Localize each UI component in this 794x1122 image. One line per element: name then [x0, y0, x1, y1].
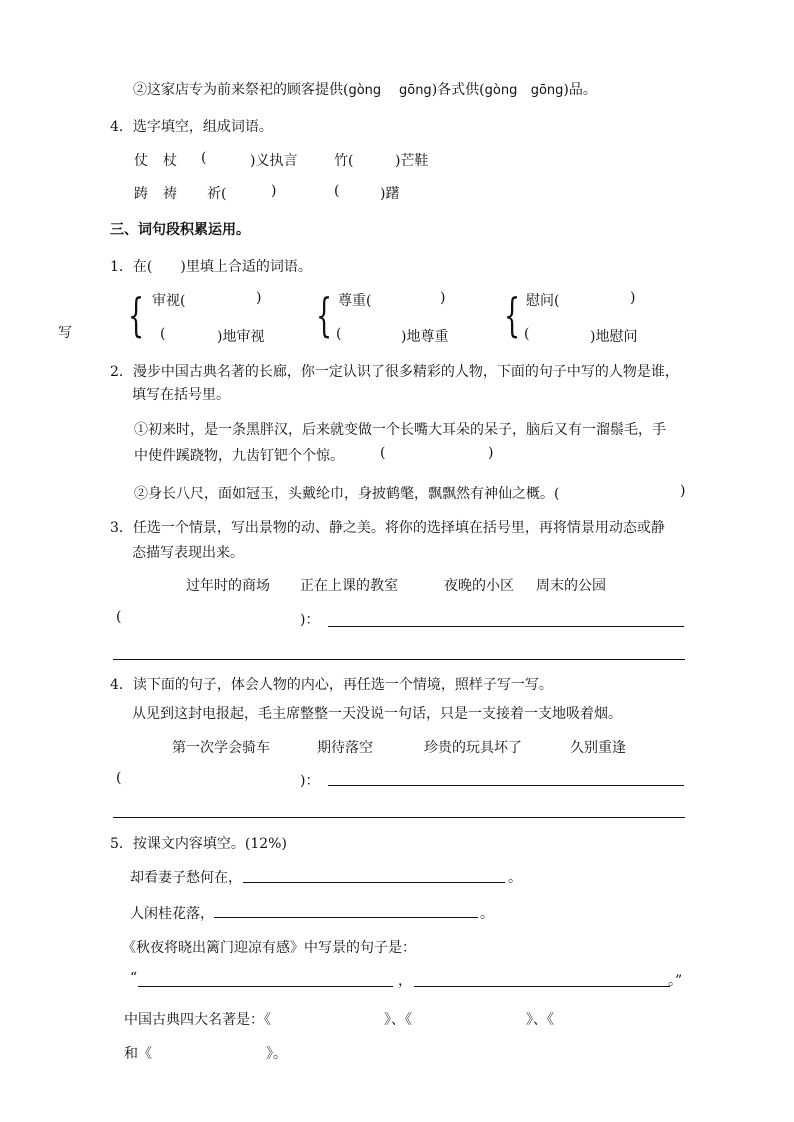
group-bottom: )地慰问: [590, 329, 638, 345]
quote-close: 。”: [668, 973, 683, 989]
brace-icon: {: [128, 288, 145, 342]
brace-icon: {: [504, 288, 521, 342]
group-top: 尊重(: [338, 293, 372, 309]
question-title: 1．在( )里填上合适的词语。: [110, 259, 312, 275]
answer-line[interactable]: [138, 986, 393, 987]
example-sentence: 从见到这封电报起，毛主席整整一天没说一句话，只是一支接着一支地吸着烟。: [132, 706, 622, 722]
scene-option: 第一次学会骑车: [172, 740, 270, 756]
paren-open: (: [524, 326, 530, 342]
word-blank: )躇: [380, 186, 400, 202]
novels-prompt: 中国古典四大名著是：《: [124, 1012, 271, 1028]
paren-open: (: [334, 183, 340, 199]
word-blank: 竹(: [334, 153, 354, 169]
passage-text: 中使件蹊跷物，九齿钉钯个个惊。: [134, 448, 344, 464]
period: 。: [508, 870, 522, 886]
question-text: 3．任选一个情景，写出景物的动、静之美。将你的选择填在括号里，再将情景用动态或静: [110, 520, 665, 536]
scene-option: 夜晚的小区: [444, 578, 514, 594]
answer-line[interactable]: [243, 882, 505, 883]
novels-prompt: 和《: [124, 1046, 152, 1062]
paren-open: (: [380, 445, 386, 461]
char-option: 仗: [134, 153, 148, 169]
paren-open: (: [160, 326, 166, 342]
comma: ，: [398, 973, 412, 989]
group-top: 慰问(: [526, 293, 560, 309]
section-title: 三、词句段积累运用。: [110, 222, 250, 238]
question-text: 2．漫步中国古典名著的长廊，你一定认识了很多精彩的人物，下面的句子中写的人物是谁，: [110, 364, 679, 380]
question-title: 4．读下面的句子，体会人物的内心，再任选一个情境，照样子写一写。: [110, 677, 553, 693]
scene-option: 珍贵的玩具坏了: [424, 740, 522, 756]
paren-close: ): [680, 483, 686, 499]
poem-prompt: 《秋夜将晓出篱门迎凉有感》中写景的句子是：: [122, 940, 416, 956]
answer-line[interactable]: [113, 659, 685, 660]
paren-close: ): [256, 290, 262, 306]
separator: 》、《: [526, 1012, 554, 1028]
answer-line[interactable]: [414, 986, 670, 987]
scene-option: 久别重逢: [570, 740, 626, 756]
poem-prompt: 却看妻子愁何在，: [130, 870, 242, 886]
group-bottom: )地审视: [217, 329, 265, 345]
word-blank: )芒鞋: [395, 153, 429, 169]
margin-char: 写: [58, 325, 72, 341]
question-title: 4．选字填空，组成词语。: [110, 119, 273, 135]
pinyin-option-1a: gòng: [348, 83, 382, 98]
char-option: 杖: [163, 153, 177, 169]
scene-option: 期待落空: [317, 740, 373, 756]
scene-option: 周末的公园: [536, 578, 606, 594]
word-blank: )义执言: [250, 153, 298, 169]
poem-prompt: 人闲桂花落，: [130, 906, 214, 922]
pinyin-option-1b: gōng: [398, 83, 432, 98]
char-option: 祷: [163, 186, 177, 202]
sentence-end: )品。: [563, 82, 597, 98]
separator: 》、《: [384, 1012, 412, 1028]
word-blank: 祈(: [207, 186, 227, 202]
paren-close: )：: [300, 773, 320, 789]
question-text: 填写在括号里。: [132, 387, 230, 403]
scene-option: 正在上课的教室: [300, 578, 398, 594]
quote-open: “: [130, 970, 138, 986]
period: 》。: [266, 1046, 287, 1062]
period: 。: [480, 906, 494, 922]
paren-close: ): [630, 290, 636, 306]
char-option: 踌: [134, 186, 148, 202]
paren-open: (: [116, 770, 122, 786]
answer-line[interactable]: [328, 785, 684, 786]
group-top: 审视(: [152, 293, 186, 309]
question-text: 态描写表现出来。: [132, 545, 244, 561]
paren-open: (: [116, 609, 122, 625]
passage-text: ②身长八尺，面如冠玉，头戴纶巾，身披鹤氅，飘飘然有神仙之概。(: [134, 486, 560, 502]
pinyin-option-2a: gòng: [484, 83, 518, 98]
answer-line[interactable]: [113, 817, 685, 818]
paren-open: (: [201, 150, 207, 166]
answer-line[interactable]: [328, 626, 684, 627]
paren-close: ): [271, 183, 277, 199]
sentence-mid: )各式供(: [431, 82, 485, 98]
paren-close: ): [440, 290, 446, 306]
paren-open: (: [336, 326, 342, 342]
paren-close: ): [488, 445, 494, 461]
answer-line[interactable]: [214, 917, 478, 918]
question-title: 5．按课文内容填空。(12%): [110, 836, 287, 852]
paren-close: )：: [300, 612, 320, 628]
pinyin-sentence: [133, 79, 597, 99]
passage-text: ①初来时，是一条黑胖汉，后来就变做一个长嘴大耳朵的呆子，脑后又有一溜鬃毛，手: [134, 422, 666, 438]
pinyin-option-2b: gōng: [530, 83, 564, 98]
brace-icon: {: [316, 288, 333, 342]
sentence-prefix: ②这家店专为前来祭祀的顾客提供(: [133, 82, 349, 98]
scene-option: 过年时的商场: [186, 578, 270, 594]
group-bottom: )地尊重: [401, 329, 449, 345]
